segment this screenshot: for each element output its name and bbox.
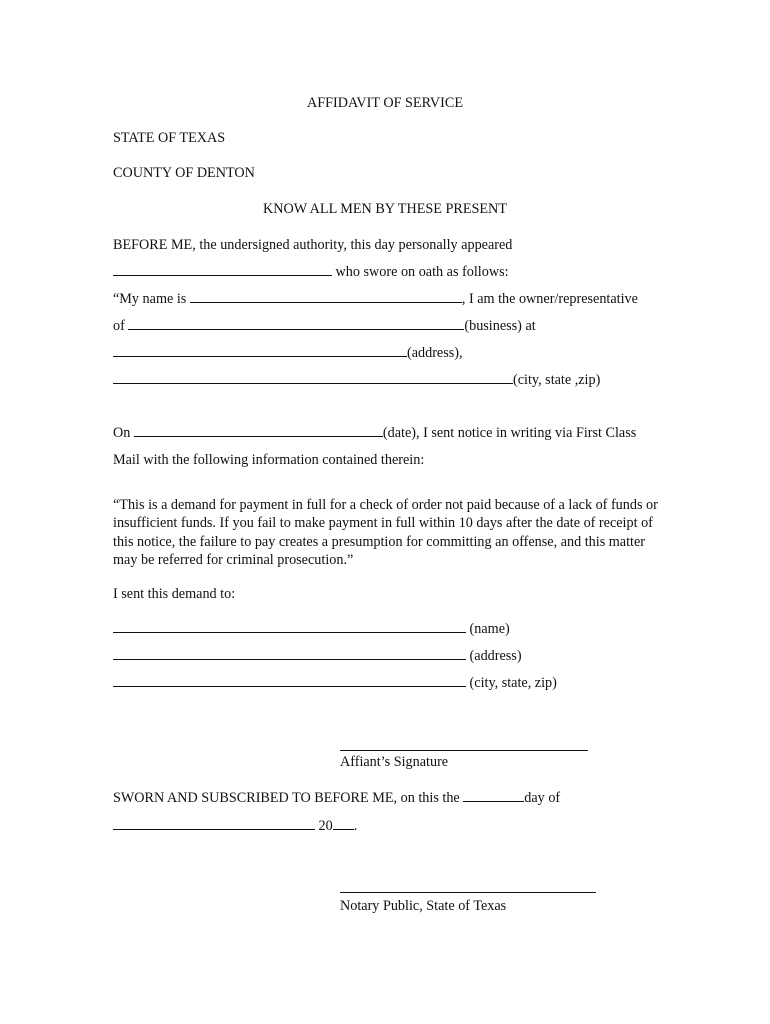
city-blank[interactable] [113, 383, 513, 384]
county-line: COUNTY OF DENTON [113, 165, 255, 181]
recipient-city-blank[interactable] [113, 686, 466, 687]
before-me-line: BEFORE ME, the undersigned authority, this day personally appeared [113, 237, 513, 253]
notice-date-line [113, 426, 636, 440]
address-label: (address), [407, 345, 463, 361]
owner-rep-text: , I am the owner/representative [461, 291, 638, 307]
day-blank[interactable] [463, 801, 524, 802]
affiant-signature-label: Affiant’s Signature [340, 754, 449, 770]
address-blank[interactable] [113, 356, 407, 357]
of-label: of [113, 318, 129, 334]
recipient-address-line [113, 649, 522, 663]
sworn-label: SWORN AND SUBSCRIBED TO BEFORE ME, on this the [113, 790, 464, 806]
affiant-signature-line[interactable] [340, 750, 588, 751]
appeared-line [113, 265, 509, 279]
recipient-city-line [113, 676, 557, 690]
city-line [113, 373, 600, 387]
recipient-name-blank[interactable] [113, 632, 466, 633]
date-notice-text: (date), I sent notice in writing via First Class [382, 425, 637, 441]
sworn-line [113, 791, 560, 805]
on-label: On [113, 425, 134, 441]
notary-signature-line[interactable] [340, 892, 596, 893]
demand-quote-paragraph: “This is a demand for payment in full for a check of order not paid because of a lack of funds or insufficient funds. If you fail to make payment in full within 10 days after the date of receipt of this notice, the failure to pay creates a presumption for committing an offense, and this matter may be referred for criminal prosecution.” [113, 497, 658, 569]
year-line [113, 819, 357, 833]
day-of-label: day of [524, 790, 561, 806]
year-prefix-label: 20 [315, 818, 333, 834]
month-blank[interactable] [113, 829, 315, 830]
business-line [113, 319, 536, 333]
know-all-heading: KNOW ALL MEN BY THESE PRESENT [263, 201, 507, 217]
recipient-name-label: (name) [466, 621, 510, 637]
mail-info-line: Mail with the following information contained therein: [113, 452, 425, 468]
my-name-label: “My name is [113, 291, 190, 307]
recipient-address-label: (address) [466, 648, 522, 664]
sent-to-line: I sent this demand to: [113, 586, 236, 602]
year-end-label: . [353, 818, 358, 834]
appeared-name-blank[interactable] [113, 275, 332, 276]
recipient-city-label: (city, state, zip) [466, 675, 557, 691]
notice-date-blank[interactable] [134, 436, 383, 437]
address-line [113, 346, 463, 360]
recipient-address-blank[interactable] [113, 659, 466, 660]
business-label: (business) at [464, 318, 536, 334]
year-blank[interactable] [333, 829, 354, 830]
swore-oath-text: who swore on oath as follows: [332, 264, 509, 280]
document-title: AFFIDAVIT OF SERVICE [306, 95, 463, 111]
notary-label: Notary Public, State of Texas [340, 898, 507, 914]
state-line: STATE OF TEXAS [113, 130, 226, 146]
my-name-blank[interactable] [190, 302, 462, 303]
recipient-name-line [113, 622, 510, 636]
city-label: (city, state ,zip) [513, 372, 601, 388]
my-name-line [113, 292, 638, 306]
business-blank[interactable] [128, 329, 464, 330]
